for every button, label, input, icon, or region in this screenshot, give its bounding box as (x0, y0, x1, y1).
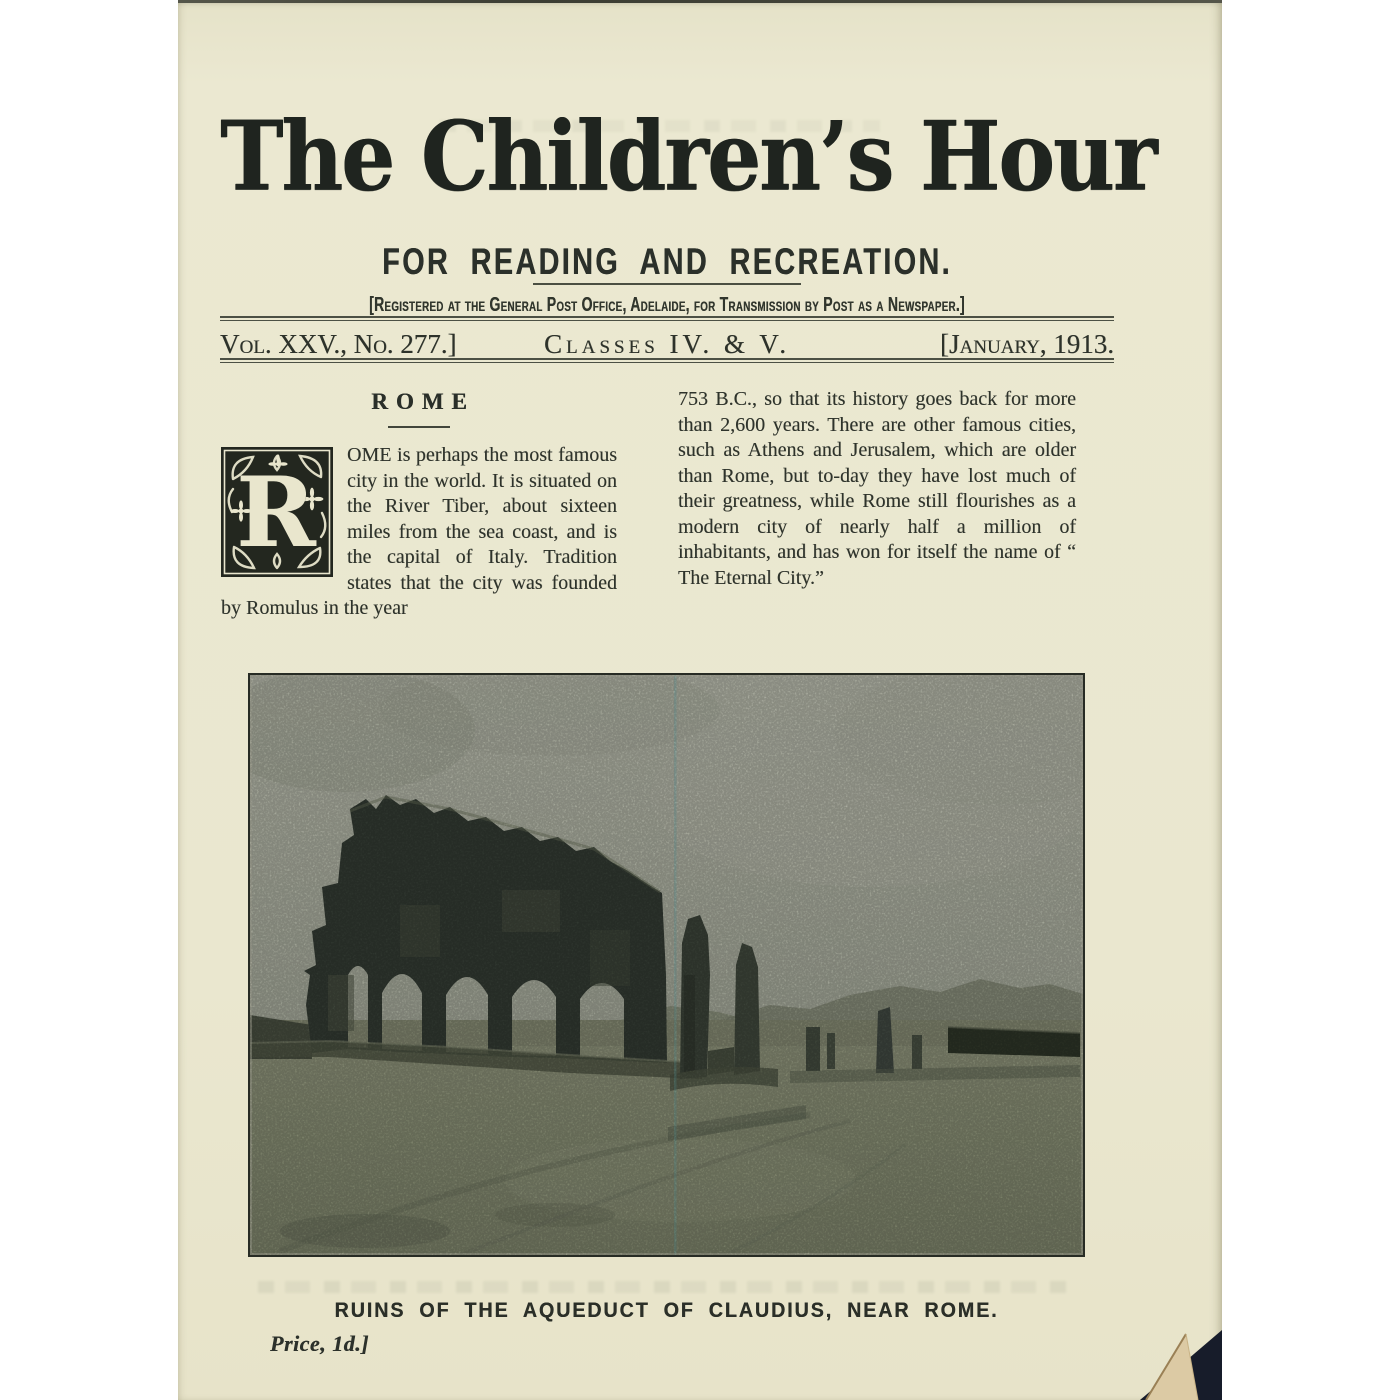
classes-label: Classes IV. & V. (544, 329, 790, 359)
article-column-right (678, 387, 1076, 591)
heading-rule (388, 426, 450, 428)
drop-cap-ornament-graphic (221, 447, 333, 577)
issue-line (220, 330, 1114, 360)
double-rule-top (220, 316, 1114, 321)
article-opening-paragraph (221, 443, 617, 622)
masthead-title: The Children’s Hour (220, 101, 1156, 214)
article-heading: ROME (371, 389, 475, 414)
dog-ear-icon (1146, 1334, 1198, 1400)
drop-cap-ornament (221, 447, 333, 577)
photo-caption: RUINS OF THE AQUEDUCT OF CLAUDIUS, NEAR ROME. (334, 1299, 999, 1322)
double-rule-bottom (220, 358, 1114, 363)
drop-cap-letter: R (236, 456, 316, 570)
folded-corner (1130, 1310, 1222, 1400)
issue-date: [January, 1913. (940, 329, 1114, 359)
subtitle-rule (533, 283, 801, 285)
masthead-subtitle: FOR READING AND RECREATION. (382, 241, 952, 282)
aqueduct-photo (248, 673, 1085, 1257)
volume-number: Vol. XXV., No. 277.] (220, 329, 457, 359)
aqueduct-photo-graphic (250, 675, 1083, 1255)
magazine-page (178, 0, 1222, 1400)
article-text-opening: OME is perhaps the most famous city in the world. It is situated on the River Tiber, about sixteen miles from the sea coast, and is the capital of Italy. Tradition states that the city was founded by Romulus in the year (221, 444, 617, 620)
bleedthrough-smudge (258, 1281, 1070, 1293)
price-note: Price, 1d.] (270, 1331, 369, 1356)
registration-notice: [Registered at the General Post Office, Adelaide, for Transmission by Post as a Newspaper.] (369, 294, 965, 316)
article-column-left (221, 389, 617, 622)
halftone-grain (250, 675, 1083, 1255)
article-text-continuation: 753 B.C., so that its history goes back for more than 2,600 years. There are other famous cities, such as Athens and Jerusalem, which are older than Rome, but to-day they have lost much of their greatness, while Rome still flourishes as a modern city of nearly half a million of inhabitants, and has won for itself the name of “ The Eternal City.” (678, 388, 1076, 589)
page-top-edge (178, 0, 1222, 3)
